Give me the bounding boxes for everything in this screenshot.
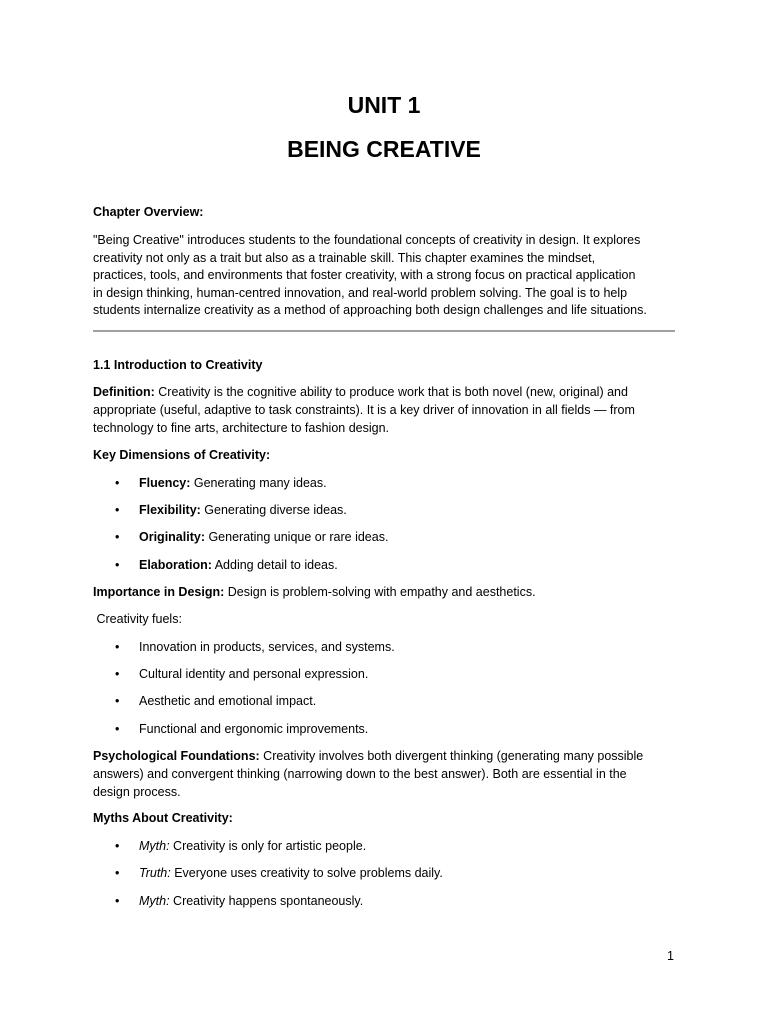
bullet-icon: • — [115, 640, 120, 654]
definition-label: Definition: — [93, 385, 155, 399]
dimension-term: Originality: — [139, 530, 205, 544]
page-number: 1 — [667, 949, 674, 963]
myth-tag: Myth: — [139, 839, 170, 853]
bullet-icon: • — [115, 503, 120, 517]
bullet-icon: • — [115, 476, 120, 490]
psych-text: Creativity involves both divergent thinking (generating many possible — [259, 749, 644, 763]
definition-line: appropriate (useful, adaptive to task constraints). It is a key driver of innovation in all fields — from — [93, 403, 635, 417]
definition-text: Creativity is the cognitive ability to produce work that is both novel (new, original) and — [154, 385, 628, 399]
bullet-icon: • — [115, 558, 120, 572]
definition-line — [93, 384, 675, 402]
myth-text: Creativity happens spontaneously. — [169, 894, 364, 908]
myth-tag: Myth: — [139, 894, 170, 908]
myths-heading: Myths About Creativity: — [93, 811, 233, 825]
fuel-text: Cultural identity and personal expression. — [139, 667, 369, 681]
unit-title: UNIT 1 — [347, 92, 421, 118]
psych-line: design process. — [93, 785, 181, 799]
section-heading: 1.1 Introduction to Creativity — [93, 358, 263, 372]
fuel-text: Aesthetic and emotional impact. — [139, 694, 317, 708]
psych-line — [93, 748, 675, 766]
psych-line: answers) and convergent thinking (narrowing down to the best answer). Both are essential in the — [93, 767, 627, 781]
dimension-text: Generating diverse ideas. — [200, 503, 347, 517]
overview-line: creativity not only as a trait but also as a trainable skill. This chapter examines the mindset, — [93, 250, 596, 265]
bullet-icon: • — [115, 722, 120, 736]
bullet-icon: • — [115, 694, 120, 708]
dimension-term: Flexibility: — [139, 503, 201, 517]
overview-heading: Chapter Overview: — [93, 205, 204, 219]
bullet-icon: • — [115, 530, 120, 544]
bullet-icon: • — [115, 667, 120, 681]
myth-tag: Truth: — [139, 866, 171, 880]
overview-line: practices, tools, and environments that foster creativity, with a strong focus on practical application — [93, 268, 636, 282]
myth-text: Creativity is only for artistic people. — [169, 839, 367, 853]
dimension-text: Adding detail to ideas. — [211, 558, 338, 572]
dimension-text: Generating unique or rare ideas. — [204, 530, 389, 544]
dimension-term: Elaboration: — [139, 558, 212, 572]
fuel-text: Functional and ergonomic improvements. — [139, 722, 369, 736]
importance-label: Importance in Design: — [93, 585, 225, 599]
overview-line: in design thinking, human-centred innovation, and real-world problem solving. The goal is to help — [93, 285, 628, 300]
chapter-title: BEING CREATIVE — [287, 136, 481, 162]
dimensions-heading: Key Dimensions of Creativity: — [93, 448, 271, 462]
myth-text: Everyone uses creativity to solve problems daily. — [170, 866, 443, 880]
dimension-text: Generating many ideas. — [190, 476, 327, 490]
fuels-intro: Creativity fuels: — [93, 612, 182, 626]
fuel-text: Innovation in products, services, and systems. — [139, 640, 395, 654]
importance-paragraph — [93, 584, 675, 602]
overview-line: students internalize creativity as a method of approaching both design challenges and life situations. — [93, 303, 647, 317]
importance-text: Design is problem-solving with empathy and aesthetics. — [224, 585, 536, 599]
bullet-icon: • — [115, 839, 120, 853]
section-divider — [93, 330, 675, 332]
definition-line: technology to fine arts, architecture to fashion design. — [93, 421, 390, 435]
dimension-term: Fluency: — [139, 476, 191, 490]
overview-line: "Being Creative" introduces students to the foundational concepts of creativity in design. It explores — [93, 233, 641, 247]
bullet-icon: • — [115, 866, 120, 880]
bullet-icon: • — [115, 894, 120, 908]
psych-label: Psychological Foundations: — [93, 749, 260, 763]
